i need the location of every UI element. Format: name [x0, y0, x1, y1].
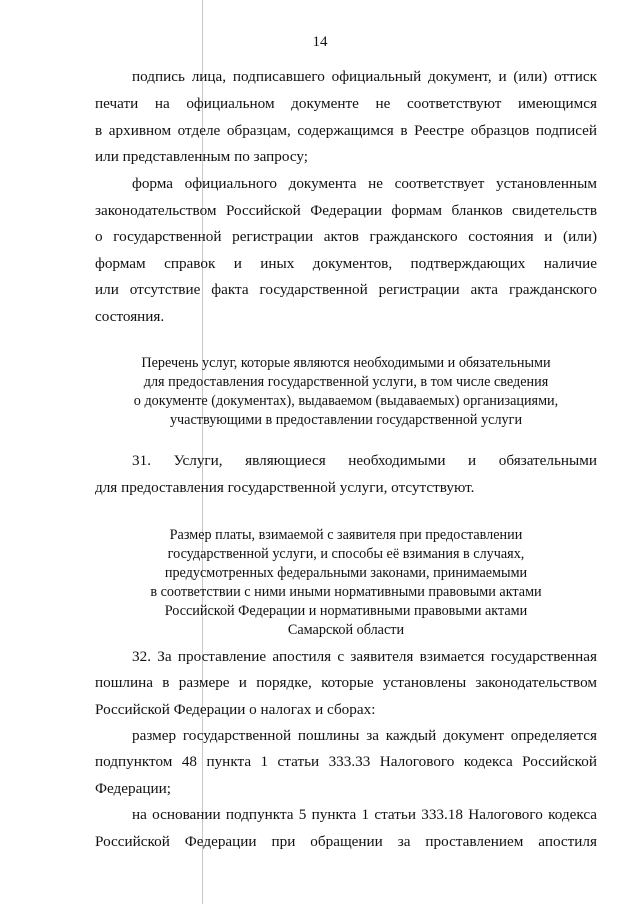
para31-line-2: для предоставления государственной услуги, отсутствуют. — [95, 479, 475, 496]
para33-line-3: Федерации; — [95, 780, 171, 797]
para2-line-3: о государственной регистрации актов гражданского состояния и (или) — [95, 228, 597, 245]
heading1-line-3: о документе (документах), выдаваемом (выдаваемых) организациями, — [133, 393, 559, 409]
para2-line-4: формам справок и иных документов, подтверждающих наличие — [95, 255, 597, 272]
para34-line-1: на основании подпункта 5 пункта 1 статьи 333.18 Налогового кодекса — [132, 806, 597, 823]
para32-line-2: пошлина в размере и порядке, которые установлены законодательством — [95, 674, 597, 691]
heading2-line-5: Российской Федерации и нормативными правовыми актами — [164, 603, 528, 619]
para1-line-3: в архивном отделе образцам, содержащимся в Реестре образцов подписей — [95, 122, 597, 139]
para2-line-2: законодательством Российской Федерации формам бланков свидетельств — [95, 202, 597, 219]
heading2-line-2: государственной услуги, и способы её взимания в случаях, — [167, 546, 525, 562]
para1-line-2: печати на официальном документе не соответствуют имеющимся — [95, 95, 597, 112]
para34-line-2: Российской Федерации при обращении за проставлением апостиля — [95, 833, 597, 850]
para33-line-2: подпунктом 48 пункта 1 статьи 333.33 Налогового кодекса Российской — [95, 753, 597, 770]
para32-line-1: 32. За проставление апостиля с заявителя взимается государственная — [132, 648, 597, 665]
page-number: 14 — [312, 34, 328, 50]
para2-line-6: состояния. — [95, 308, 165, 325]
heading1-line-2: для предоставления государственной услуги, в том числе сведения — [143, 374, 549, 390]
heading1-line-4: участвующими в предоставлении государственной услуги — [169, 412, 523, 428]
para31-line-1: 31. Услуги, являющиеся необходимыми и обязательными — [132, 452, 597, 469]
heading2-line-6: Самарской области — [287, 622, 405, 638]
heading2-line-1: Размер платы, взимаемой с заявителя при предоставлении — [169, 527, 523, 543]
para1-line-1: подпись лица, подписавшего официальный документ, и (или) оттиск — [132, 68, 597, 85]
para32-line-3: Российской Федерации о налогах и сборах: — [95, 701, 376, 718]
heading2-line-3: предусмотренных федеральными законами, принимаемыми — [164, 565, 528, 581]
para2-line-5: или отсутствие факта государственной регистрации акта гражданского — [95, 281, 597, 298]
para33-line-1: размер государственной пошлины за каждый документ определяется — [132, 727, 597, 744]
heading1-line-1: Перечень услуг, которые являются необходимыми и обязательными — [141, 355, 551, 371]
heading2-line-4: в соответствии с ними иными нормативными правовыми актами — [150, 584, 542, 600]
para1-line-4: или представленным по запросу; — [95, 148, 308, 165]
para2-line-1: форма официального документа не соответствует установленным — [132, 175, 597, 192]
